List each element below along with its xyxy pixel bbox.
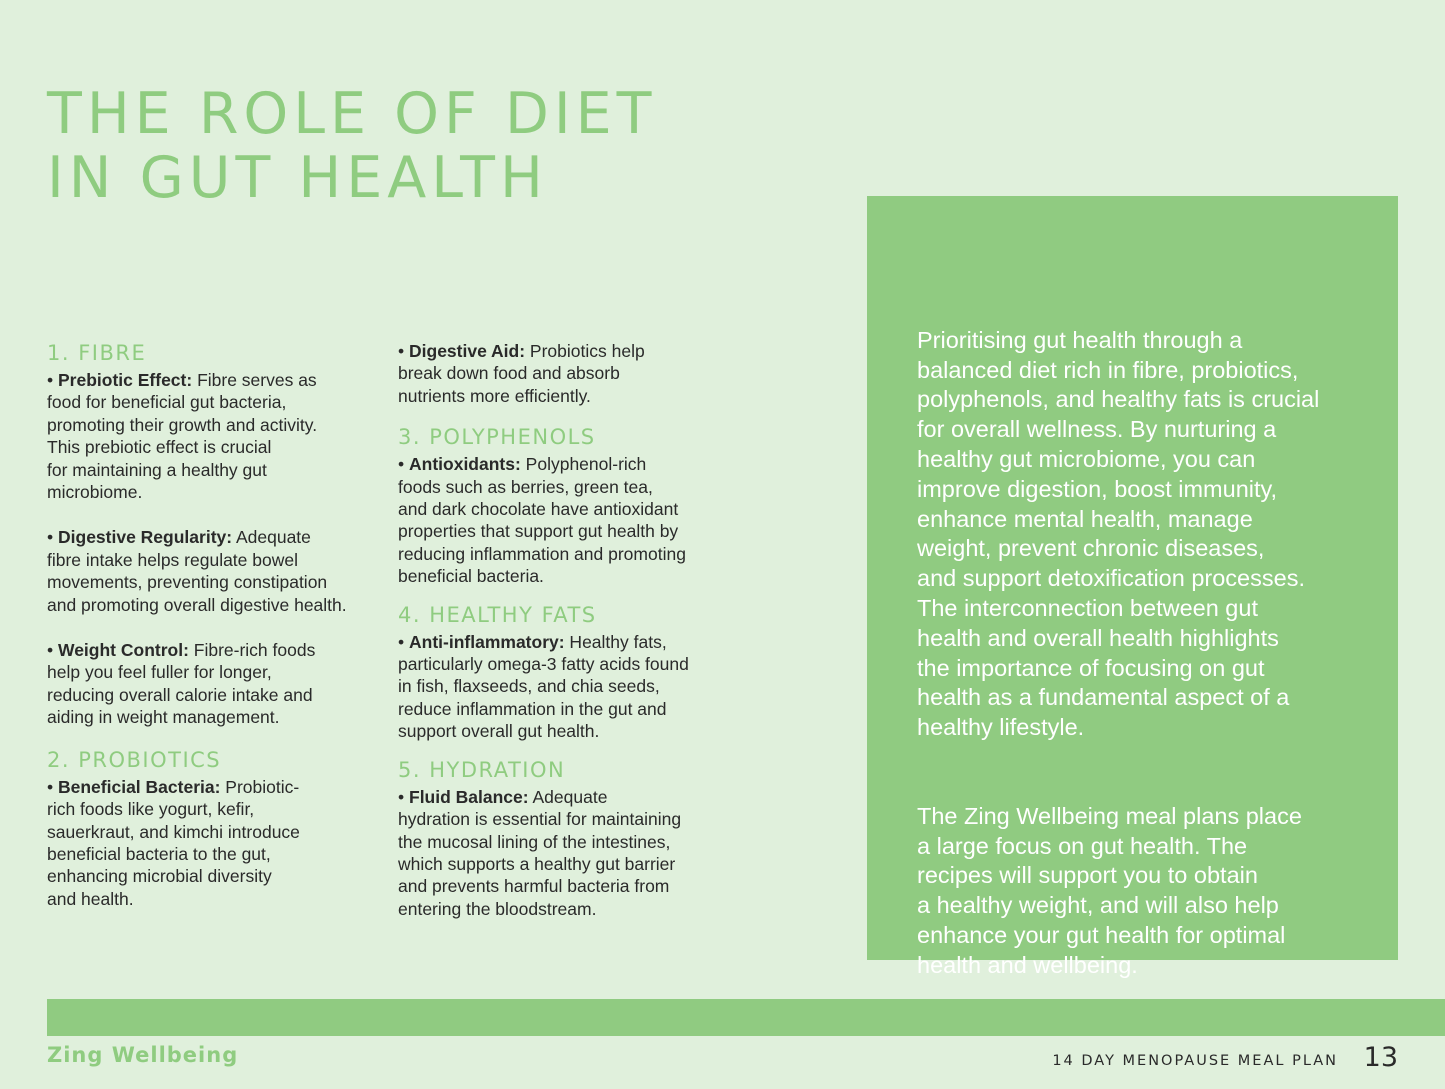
item-text: Polyphenol-rich foods such as berries, green tea, and dark chocolate have antioxidant properties that support gut health by reducing inflammation and promoting beneficial bacteria. — [398, 454, 686, 587]
footer-bar — [47, 999, 1445, 1036]
page-title-line-1: THE ROLE OF DIET — [47, 81, 657, 147]
bullet: • — [398, 786, 409, 807]
item-text: Probiotics help break down food and absorb nutrients more efficiently. — [398, 341, 645, 406]
item-text: Fibre serves as food for beneficial gut bacteria, promoting their growth and activity. This prebiotic effect is crucial for maintaining a healthy gut microbiome. — [47, 370, 318, 503]
item-text: Probiotic- rich foods like yogurt, kefir, sauerkraut, and kimchi introduce beneficial bacteria to the gut, enhancing microbial diversity and health. — [47, 776, 300, 909]
summary-paragraph-1: Prioritising gut health through a balanced diet rich in fibre, probiotics, polyphenols, and healthy fats is crucial for overall wellness. By nurturing a healthy gut microbiome, you can improve digestion, boost immunity, enhance mental health, manage weight, prevent chronic diseases, and support detoxification processes. The interconnection between gut health and overall health highlights the importance of focusing on gut health as a fundamental aspect of a healthy lifestyle. — [917, 326, 1320, 741]
item-text: Adequate hydration is essential for maintaining the mucosal lining of the intestines, which supports a healthy gut barrier and prevents harmful bacteria from entering the bloodstream. — [398, 786, 682, 919]
bullet: • — [398, 454, 409, 475]
item-label: Digestive Aid: — [409, 341, 526, 361]
fibre-item-prebiotic — [47, 369, 367, 503]
section-heading-healthy-fats: 4. HEALTHY FATS — [398, 602, 597, 627]
bullet: • — [47, 370, 58, 390]
fibre-item-weight — [47, 639, 367, 729]
page-title — [47, 82, 656, 210]
fibre-item-regularity — [47, 526, 367, 616]
probiotics-item-digestive-aid — [398, 340, 728, 407]
item-label: Fluid Balance: — [409, 786, 529, 807]
bullet: • — [47, 776, 58, 797]
bullet: • — [47, 640, 58, 661]
item-label: Anti-inflammatory: — [409, 631, 565, 652]
summary-panel — [867, 196, 1398, 978]
item-label: Weight Control: — [58, 640, 189, 661]
polyphenols-item-antioxidants — [398, 453, 728, 587]
item-label: Prebiotic Effect: — [58, 370, 193, 390]
item-text: Healthy fats, particularly omega-3 fatty acids found in fish, flaxseeds, and chia seeds, reduce inflammation in the gut and support overall gut health. — [398, 631, 689, 742]
section-heading-probiotics: 2. PROBIOTICS — [47, 747, 222, 772]
fats-item-anti-inflammatory — [398, 631, 728, 743]
bullet: • — [398, 631, 409, 652]
summary-text — [917, 296, 1357, 1010]
item-label: Antioxidants: — [409, 454, 521, 475]
footer-brand: Zing Wellbeing — [47, 1043, 239, 1067]
probiotics-item-bacteria — [47, 776, 367, 910]
section-heading-polyphenols: 3. POLYPHENOLS — [398, 425, 596, 450]
page-title-line-2: IN GUT HEALTH — [47, 145, 548, 211]
bullet: • — [47, 527, 58, 548]
page-number: 13 — [1363, 1042, 1398, 1073]
hydration-item-fluid-balance — [398, 786, 728, 920]
item-label: Beneficial Bacteria: — [58, 776, 221, 797]
item-text: Fibre-rich foods help you feel fuller for longer, reducing overall calorie intake and aiding in weight management. — [47, 640, 316, 728]
summary-paragraph-2: The Zing Wellbeing meal plans place a large focus on gut health. The recipes will support you to obtain a healthy weight, and will also help enhance your gut health for optimal health and wellbeing. — [917, 802, 1302, 978]
section-heading-hydration: 5. HYDRATION — [398, 757, 566, 782]
middle-column — [398, 340, 728, 920]
bullet: • — [398, 341, 409, 361]
footer-plan-title: 14 DAY MENOPAUSE MEAL PLAN — [1052, 1053, 1338, 1069]
item-label: Digestive Regularity: — [58, 527, 233, 548]
item-text: Adequate fibre intake helps regulate bowel movements, preventing constipation and promoting overall digestive health. — [47, 527, 347, 615]
section-heading-fibre: 1. FIBRE — [47, 341, 147, 365]
left-column — [47, 339, 367, 910]
